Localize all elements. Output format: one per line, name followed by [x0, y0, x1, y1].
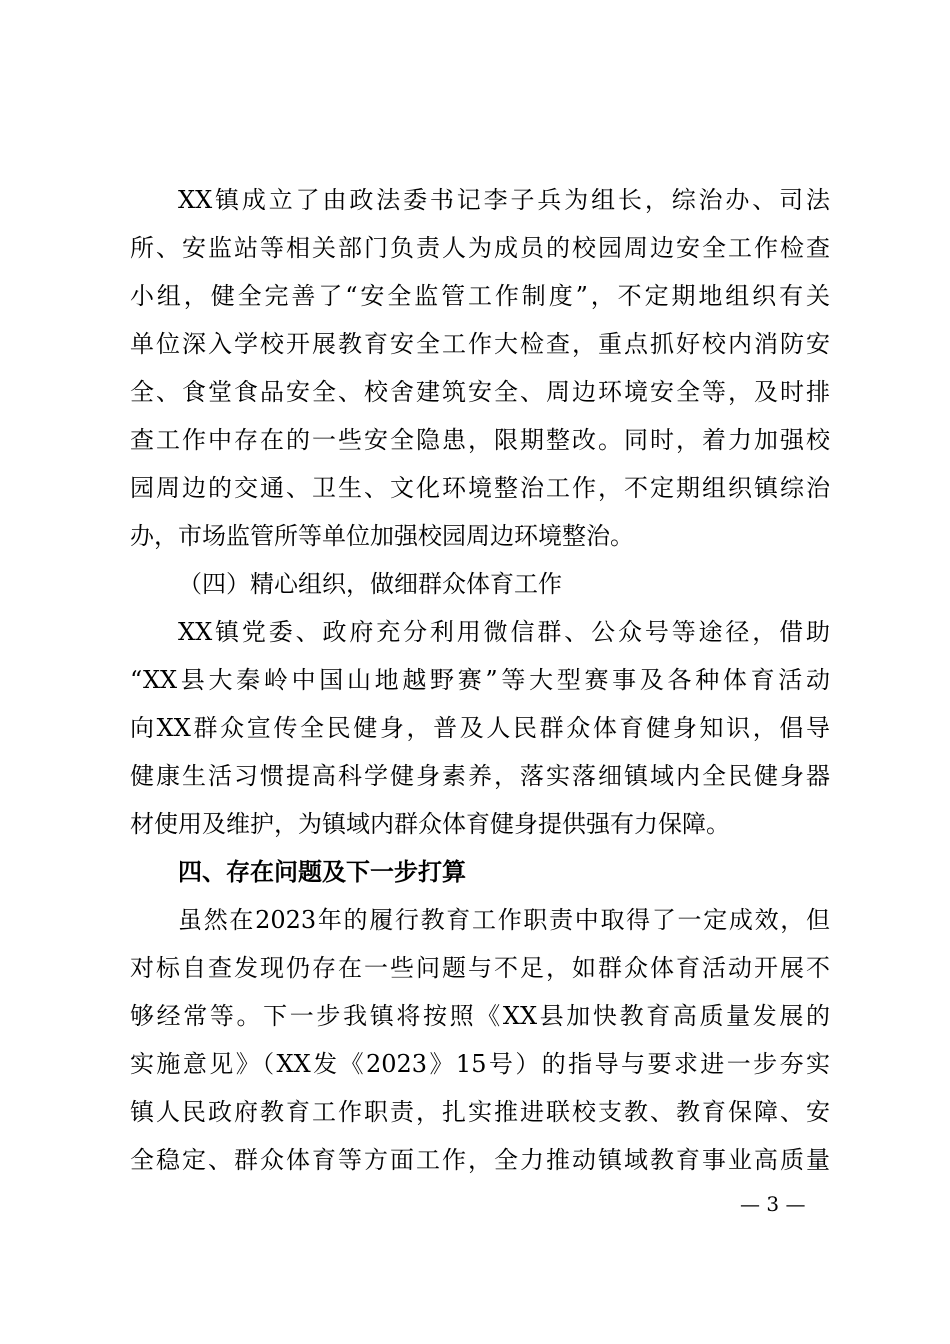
paragraph-line: 虽然在2023年的履行教育工作职责中取得了一定成效，但	[178, 906, 830, 934]
paragraph-line: 单位深入学校开展教育安全工作大检查，重点抓好校内消防安	[130, 330, 830, 358]
page-number: — 3 —	[740, 1192, 806, 1216]
paragraph-line: 所、安监站等相关部门负责人为成员的校园周边安全工作检查	[130, 234, 830, 262]
paragraph-line: 查工作中存在的一些安全隐患，限期整改。同时，着力加强校	[130, 426, 830, 454]
paragraph-line: XX镇成立了由政法委书记李子兵为组长，综治办、司法	[178, 186, 830, 214]
section-heading-problems-plans: 四、存在问题及下一步打算	[178, 858, 466, 886]
paragraph-line: 实施意见》（XX发《2023》15号）的指导与要求进一步夯实	[130, 1050, 830, 1078]
paragraph-public-fitness	[130, 608, 830, 848]
paragraph-line: 健康生活习惯提高科学健身素养，落实落细镇域内全民健身器	[130, 762, 830, 790]
paragraph-line: 全稳定、群众体育等方面工作，全力推动镇域教育事业高质量	[130, 1146, 830, 1174]
paragraph-line: XX镇党委、政府充分利用微信群、公众号等途径，借助	[178, 618, 830, 646]
paragraph-line: 镇人民政府教育工作职责，扎实推进联校支教、教育保障、安	[130, 1098, 830, 1126]
paragraph-problems-next-steps	[130, 896, 830, 1184]
paragraph-line: 够经常等。下一步我镇将按照《XX县加快教育高质量发展的	[130, 1002, 830, 1030]
paragraph-line: 向XX群众宣传全民健身，普及人民群众体育健身知识，倡导	[130, 714, 830, 742]
document-body	[130, 176, 830, 1184]
paragraph-line: 小组，健全完善了“安全监管工作制度”，不定期地组织有关	[130, 282, 830, 310]
paragraph-line: “XX县大秦岭中国山地越野赛”等大型赛事及各种体育活动	[130, 666, 830, 694]
paragraph-campus-safety	[130, 176, 830, 560]
paragraph-line: 园周边的交通、卫生、文化环境整治工作，不定期组织镇综治	[130, 474, 830, 502]
paragraph-line: 材使用及维护，为镇域内群众体育健身提供强有力保障。	[130, 810, 730, 838]
paragraph-line: 对标自查发现仍存在一些问题与不足，如群众体育活动开展不	[130, 954, 830, 982]
subheading-sports-work: （四）精心组织，做细群众体育工作	[178, 570, 562, 598]
paragraph-line: 办，市场监管所等单位加强校园周边环境整治。	[130, 522, 634, 550]
paragraph-line: 全、食堂食品安全、校舍建筑安全、周边环境安全等，及时排	[130, 378, 830, 406]
